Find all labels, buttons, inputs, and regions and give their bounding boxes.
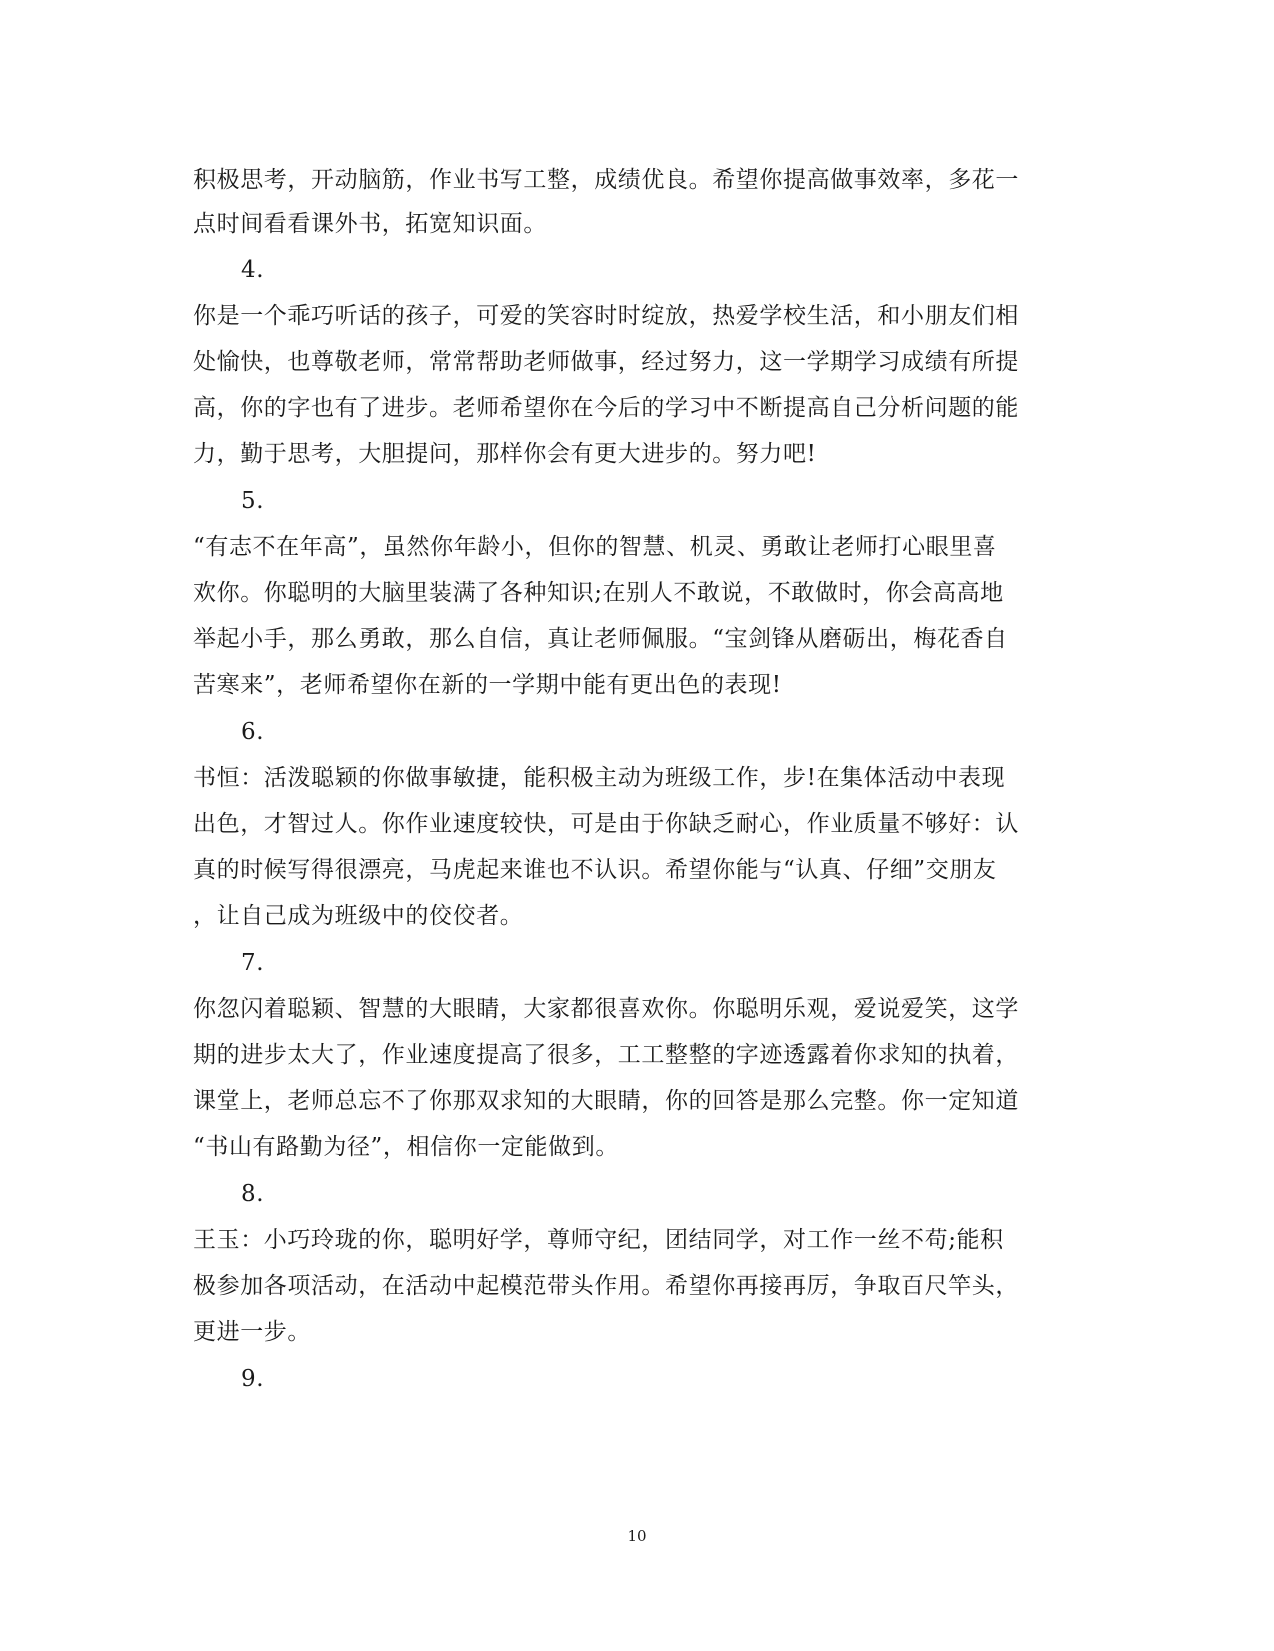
- paragraph-line: 你忽闪着聪颖、智慧的大眼睛，大家都很喜欢你。你聪明乐观，爱说爱笑，这学: [193, 996, 1019, 1022]
- paragraph-line: 真的时候写得很漂亮，马虎起来谁也不认识。希望你能与“认真、仔细”交朋友: [193, 857, 997, 883]
- paragraph-line: 期的进步太大了，作业速度提高了很多，工工整整的字迹透露着你求知的执着，: [193, 1042, 1019, 1068]
- item-number: 8.: [241, 1181, 265, 1207]
- item-number: 6.: [241, 719, 265, 745]
- paragraph-line: 处愉快，也尊敬老师，常常帮助老师做事，经过努力，这一学期学习成绩有所提: [193, 349, 1019, 375]
- paragraph-line: 书恒：活泼聪颖的你做事敏捷，能积极主动为班级工作，步!在集体活动中表现: [193, 765, 1006, 791]
- paragraph-line: 更进一步。: [193, 1319, 311, 1345]
- paragraph-line: 力，勤于思考，大胆提问，那样你会有更大进步的。努力吧!: [193, 441, 817, 467]
- paragraph-line: 王玉：小巧玲珑的你，聪明好学，尊师守纪，团结同学，对工作一丝不苟;能积: [193, 1227, 1004, 1253]
- item-number: 7.: [241, 950, 265, 976]
- paragraph-line: 课堂上，老师总忘不了你那双求知的大眼睛，你的回答是那么完整。你一定知道: [193, 1088, 1019, 1114]
- paragraph-line: “有志不在年高”，虽然你年龄小，但你的智慧、机灵、勇敢让老师打心眼里喜: [193, 534, 997, 560]
- paragraph-line: 欢你。你聪明的大脑里装满了各种知识;在别人不敢说，不敢做时，你会高高地: [193, 580, 1004, 606]
- paragraph-line: 极参加各项活动，在活动中起模范带头作用。希望你再接再厉，争取百尺竿头，: [193, 1273, 1019, 1299]
- paragraph-line: 苦寒来”，老师希望你在新的一学期中能有更出色的表现!: [193, 672, 782, 698]
- paragraph-line: 积极思考，开动脑筋，作业书写工整，成绩优良。希望你提高做事效率，多花一: [193, 167, 1019, 193]
- paragraph-line: 点时间看看课外书，拓宽知识面。: [193, 211, 547, 237]
- item-number: 5.: [241, 488, 265, 514]
- paragraph-line: 举起小手，那么勇敢，那么自信，真让老师佩服。“宝剑锋从磨砺出，梅花香自: [193, 626, 1008, 652]
- paragraph-line: 出色，才智过人。你作业速度较快，可是由于你缺乏耐心，作业质量不够好：认: [193, 811, 1019, 837]
- paragraph-line: ，让自己成为班级中的佼佼者。: [193, 903, 524, 929]
- item-number: 4.: [241, 257, 265, 283]
- paragraph-line: “书山有路勤为径”，相信你一定能做到。: [193, 1134, 619, 1160]
- item-number: 9.: [241, 1366, 265, 1392]
- paragraph-line: 高，你的字也有了进步。老师希望你在今后的学习中不断提高自己分析问题的能: [193, 395, 1019, 421]
- page-number: 10: [627, 1527, 647, 1545]
- paragraph-line: 你是一个乖巧听话的孩子，可爱的笑容时时绽放，热爱学校生活，和小朋友们相: [193, 303, 1019, 329]
